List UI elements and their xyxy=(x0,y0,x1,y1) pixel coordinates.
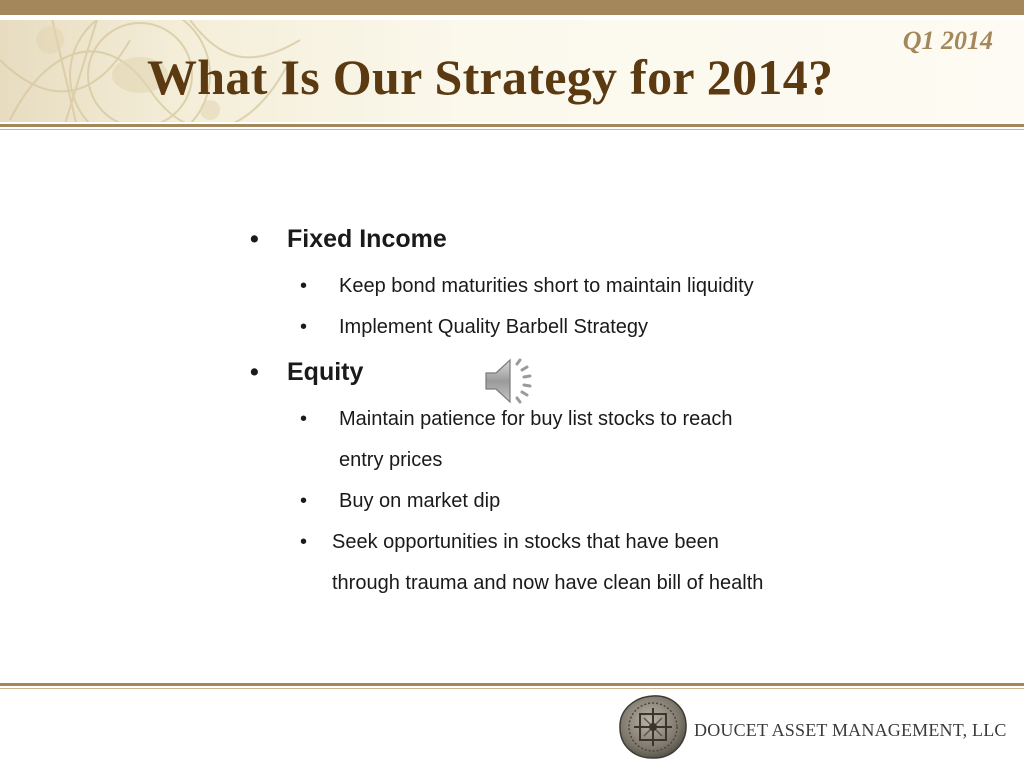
footer-divider-thin xyxy=(0,688,1024,689)
sub-bullet-text: Buy on market dip xyxy=(339,490,501,512)
bullet-dot: • xyxy=(250,225,259,253)
page-title: What Is Our Strategy for 2014? xyxy=(147,49,834,105)
bullet-dot: • xyxy=(250,358,259,386)
sub-bullet-text: through trauma and now have clean bill of health xyxy=(332,572,764,594)
company-name: DOUCET ASSET MANAGEMENT, LLC xyxy=(694,720,1007,740)
bullet-dot: • xyxy=(300,490,308,512)
speaker-icon[interactable] xyxy=(484,355,540,407)
quarter-label: Q1 2014 xyxy=(902,26,993,55)
sub-bullet-text: Maintain patience for buy list stocks to reach xyxy=(339,408,733,430)
footer-divider xyxy=(0,683,1024,686)
sub-bullet-text: Implement Quality Barbell Strategy xyxy=(339,316,649,338)
sub-bullet-text: Keep bond maturities short to maintain liquidity xyxy=(339,275,754,297)
sub-bullet-text: Seek opportunities in stocks that have been xyxy=(332,531,719,553)
section-heading: Equity xyxy=(287,358,364,386)
bullet-dot: • xyxy=(300,275,308,297)
bullet-dot: • xyxy=(300,316,308,338)
bullet-dot: • xyxy=(300,531,308,553)
coin-seal-icon xyxy=(618,694,688,760)
sub-bullet-text: entry prices xyxy=(339,449,443,471)
section-heading: Fixed Income xyxy=(287,225,447,253)
bullet-dot: • xyxy=(300,408,308,430)
